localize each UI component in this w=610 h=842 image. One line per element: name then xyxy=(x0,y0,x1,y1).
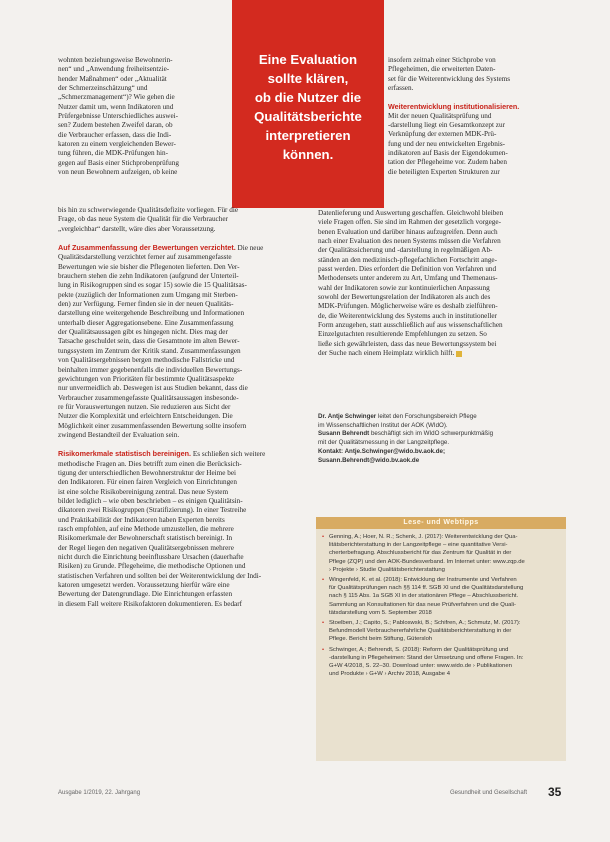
author-line: im Wissenschaftlichen Institut der AOK (WIdO). xyxy=(318,421,448,429)
text-line: fung und der neu entwickelten Ergebnis- xyxy=(388,139,506,148)
text-line: erfassen. xyxy=(388,84,414,93)
text-line: benen Evaluation und darüber hinaus aufzugreifen. Denn auch xyxy=(318,227,498,236)
author-name: Susann.Behrendt@wido.bv.aok.de xyxy=(318,456,420,464)
reading-tip-line: nach § 115 Abs. 1a SGB XI in der stationären Pflege – Abschlussbericht. xyxy=(329,593,519,600)
author-line xyxy=(318,448,566,457)
paragraph-2-first-line: Auf Zusammenfassung der Bewertungen verzichtet. Die neue xyxy=(58,243,264,253)
left-paragraph-3 xyxy=(58,460,310,610)
text-line: nen“ und „Anwendung freiheitsentzie- xyxy=(58,65,170,74)
author-line: Susann Behrendt beschäftigt sich im WIdO schwerpunktmäßig xyxy=(318,430,494,438)
author-name: Susann Behrendt xyxy=(318,430,370,438)
author-line: mit der Qualitätsmessung in der Langzeitpflege. xyxy=(318,439,450,447)
paragraph-3-first-line: Risikomerkmale statistisch bereinigen. Es schließen sich weitere xyxy=(58,449,266,459)
text-line: bis hin zu schwerwiegende Qualitätsdefizite vorliegen. Für die xyxy=(58,206,239,214)
text-line: re für Vorauswertungen nutzen. Sie reduzieren aus Sicht der xyxy=(58,402,231,411)
reading-tips-box xyxy=(316,517,566,761)
text-line: beinhalten immer gegebenenfalls die individuellen Bewertungs- xyxy=(58,365,243,374)
text-line: Risikomerkmale der Bewohnerschaft statistisch bereinigt. In xyxy=(58,534,233,543)
section-heading-weiterentwicklung: Weiterentwicklung institutionalisieren. xyxy=(388,102,520,112)
text-line: set für die Weiterentwicklung des Systems xyxy=(388,74,511,83)
right-top-column xyxy=(388,56,566,177)
text-line: MDK-Prüfungen. Möglicherweise wäre es deshalb zielführen- xyxy=(318,302,498,311)
reading-tip-item xyxy=(322,576,560,617)
text-line: tung führen, die MDK-Prüfungen hin- xyxy=(58,149,168,158)
text-line: -darstellung liegt ein Gesamtkonzept zur xyxy=(388,121,505,130)
text-line: tigung der unterschiedlichen Bewohnerstruktur der Heime bei xyxy=(58,468,237,477)
text-line: darstellung eine weitergehende Beschreibung und Informationen xyxy=(58,309,245,318)
page-number: 35 xyxy=(548,785,562,799)
text-line: in diesem Fall weitere Risikofaktoren dokumentieren. Es bedarf xyxy=(58,599,243,608)
text-line: Verknüpfung der externen MDK-Prü- xyxy=(388,130,497,139)
text-line: der Suche nach einem Heimplatz wirklich hilft. xyxy=(318,349,566,358)
text-line: ständen an den medizinisch-pflegefachlichen Fortschritt ange- xyxy=(318,255,498,264)
text-line: Bewertungen wie sie bisher die Pflegenoten lieferten. Den Ver- xyxy=(58,262,240,271)
section-heading-risikomerkmale: Risikomerkmale statistisch bereinigen. xyxy=(58,449,192,459)
text-line: de, die Weiterentwicklung des Systems auch in institutioneller xyxy=(318,311,497,320)
reading-tip-item xyxy=(322,619,560,644)
pull-quote-line: Qualitätsberichte xyxy=(254,109,362,124)
text-line: Qualitätsdarstellung verzichtet ferner auf zusammengefasste xyxy=(58,253,232,262)
text-line: den Indikatoren. Für einen fairen Vergleich von Einrichtungen xyxy=(58,478,237,487)
author-info xyxy=(318,413,566,465)
text-line: gewichtungen von Prioritäten für bestimmte Qualitätsaspekte xyxy=(58,374,235,383)
reading-tips-header: Lese- und Webtipps xyxy=(316,517,566,529)
text-line: der Regel liegen den negativen Qualitätsergebnissen mehrere xyxy=(58,543,234,552)
left-paragraph-1 xyxy=(58,206,310,234)
text-line: ist eine solche Risikobereinigung zentral. Das neue System xyxy=(58,487,229,496)
text-line: sowohl der Bewertungsrelation der Indikatoren als auch des xyxy=(318,293,491,302)
reading-tip-line: Pflege (ZQP) und den AOK-Bundesverband. Im Internet unter: www.zqp.de xyxy=(329,558,525,565)
text-line: rasch empfohlen, auf eine Methode umzustellen, die mehrere xyxy=(58,525,234,533)
reading-tip-line: • Genning, A.; Hoer, N. R.; Schenk, J. (2017): Weiterentwicklung der Qua- xyxy=(329,534,518,540)
text-line: katoren umgesetzt werden. Voraussetzung hierfür wäre eine xyxy=(58,581,230,590)
text-line: Form anzugehen, statt ausschließlich auf aus wissenschaftlichen xyxy=(318,321,503,330)
text-line: von neun Bewohnern aufzeigen, ob keine xyxy=(58,168,178,177)
reading-tip-line: für Qualitätsprüfungen nach §§ 114 ff. SGB XI und die Qualitätsdarstellung xyxy=(329,585,524,592)
text-line: der Qualitätssicherung und -darstellung in regelmäßigen Ab- xyxy=(318,246,493,255)
reading-tip-line: G+W 4/2018, S. 22–30. Download unter: www.wido.de › Publikationen xyxy=(329,663,512,670)
text-line: methodische Fragen an. Dies betrifft zum einen die Berücksich- xyxy=(58,459,242,468)
text-line: der Qualitätsaussagen gibt es hingegen nicht. Dies mag der xyxy=(58,328,228,337)
pull-quote-line: ob die Nutzer die xyxy=(254,90,362,105)
text-line: nicht durch die Einrichtung beeinflussbare Ursachen (dauerhafte xyxy=(58,553,244,562)
text-line: Mit der neuen Qualitätsprüfung und xyxy=(388,111,492,120)
text-line: lung in Risikogruppen sind es sogar 15) sowie die 15 Qualitätsas- xyxy=(58,281,247,290)
text-line: pekte (zuzüglich der Informationen zum Umgang mit Sterben- xyxy=(58,290,238,299)
text-line: gegen auf Basis einer Stichprobenprüfung xyxy=(58,158,179,167)
text-line: unterhalb dieser Aggregationsebene. Eine Zusammenfassung xyxy=(58,318,234,327)
left-paragraph-2 xyxy=(58,253,310,440)
section-heading-zusammenfassung: Auf Zusammenfassung der Bewertungen verzichtet. xyxy=(58,243,236,253)
pull-quote-box xyxy=(232,0,384,208)
text-line: Risiken) zu Grunde. Pflegeheime, die methodische Optionen und xyxy=(58,562,246,571)
text-line: wohnten beziehungsweise Bewohnerin- xyxy=(58,56,173,64)
pull-quote-line: interpretieren xyxy=(265,128,351,143)
text-line: der Schmerzeinschätzung“ und xyxy=(58,84,148,93)
text-line: „Schmerzmanagement“)? Wie gehen die xyxy=(58,93,175,102)
text-line: insofern zeitnah einer Stichprobe von xyxy=(388,56,496,64)
reading-tip-line: und Produkte › G+W › Archiv 2018, Ausgabe 4 xyxy=(329,671,450,678)
text-line: zwingend Bestandteil der Evaluation sein. xyxy=(58,430,180,439)
text-line: den) zur Verfügung. Ferner finden sie in der neuen Qualitäts- xyxy=(58,300,234,309)
text-line: Nutzer damit um, wenn Indikatoren und xyxy=(58,102,174,111)
reading-tip-line: • Wingenfeld, K. et al. (2018): Entwicklung der Instrumente und Verfahren xyxy=(329,577,517,584)
article-end-mark xyxy=(456,351,462,357)
left-column xyxy=(58,206,310,609)
text-line: Prüfergebnisse Unterschiedliches auswei- xyxy=(58,112,179,121)
text-line: statistischen Verfahren und sollten bei der Weiterentwicklung der Indi- xyxy=(58,571,262,580)
text-line: brauchern stehen die zehn Indikatoren (aufgrund der Unterteil- xyxy=(58,272,239,281)
text-line: hender Maßnahmen“ oder „Aktualität xyxy=(58,74,167,83)
pull-quote-line: sollte klären, xyxy=(267,71,349,86)
text-line: Möglichkeit einer zusammenfassenden Bewertung sollte insofern xyxy=(58,421,247,430)
text-line: die beteiligten Experten Strukturen zur xyxy=(388,167,500,176)
footer-issue: Ausgabe 1/2019, 22. Jahrgang xyxy=(58,790,141,796)
text-line: Nutzer die Komplexität und erleichtern Entscheidungen. Die xyxy=(58,412,233,421)
right-paragraph xyxy=(318,209,566,359)
reading-tip-line: › Projekte › Studie Qualitätsberichterstattung xyxy=(329,566,445,573)
text-line: Einzelgutachten resultierende Empfehlungen zu setzen. So xyxy=(318,330,487,339)
author-line: Dr. Antje Schwinger leitet den Forschungsbereich Pflege xyxy=(318,413,477,420)
text-line: katoren zu einem vergleichenden Bewer- xyxy=(58,140,176,149)
reading-tip-line: • Schwinger, A.; Behrendt, S. (2018): Reform der Qualitätsprüfung und xyxy=(329,646,509,653)
text-line: ließe sich gewährleisten, dass das neue Bewertungssystem bei xyxy=(318,339,497,348)
text-line: viele Fragen offen. Sie sind im Rahmen der gesetzlich vorgege- xyxy=(318,218,501,227)
text-line: nach einer Evaluation des neuen Systems müssen die Verfahren xyxy=(318,237,501,246)
reading-tip-line: cherterbefragung. Abschlussbericht für das Zentrum für Qualität in der xyxy=(329,550,512,557)
reading-tip-line: Pflege. Bericht beim Stiftung, Gütersloh xyxy=(329,636,433,643)
author-name: Dr. Antje Schwinger xyxy=(318,413,377,420)
reading-tip-line: Befundmodell Verbrauchererfahrliche Qualitätsberichterstattung in der xyxy=(329,628,512,635)
right-top-paragraph xyxy=(388,56,566,93)
text-line: Methodensets unter anderem zu Art, Umfang und Themenaus- xyxy=(318,274,498,283)
pull-quote-line: können. xyxy=(282,147,334,162)
reading-tip-line: tätsdarstellung vom 5. September 2018 xyxy=(329,609,432,616)
reading-tip-line: -darstellung in Pflegeheimen: Stand der Umsetzung und offene Fragen. In: xyxy=(329,654,524,661)
reading-tip-line: litätsberichterstattung in der Langzeitpflege – eine quantitative Versi- xyxy=(329,542,508,549)
right-column xyxy=(318,209,566,359)
text-line: Pflegeheimen, die erweiterten Daten- xyxy=(388,65,496,74)
text-line: tungssystem im Zentrum der Kritik stand. Zusammenfassungen xyxy=(58,346,241,355)
text-line: dikatoren zwei Risikogruppen (Stratifizierung). In einer Testreihe xyxy=(58,506,247,515)
text-line: wahl der Indikatoren sowie zur kontinuierlichen Anpassung xyxy=(318,283,490,292)
reading-tip-line: Sammlung an Konsultationen für das neue Prüfverfahren und die Quali- xyxy=(329,601,516,608)
footer-magazine-title: Gesundheit und Gesellschaft xyxy=(450,790,528,796)
left-top-column xyxy=(58,56,228,177)
text-line: und Praktikabilität der Indikatoren haben Experten bereits xyxy=(58,515,225,524)
text-line: bildet lediglich – wie oben beschrieben – es einigen Qualitätsin- xyxy=(58,496,243,505)
reading-tip-line: • Stoelben, J.; Capito, S.; Pabloswski, B.; Schifren, A.; Schmutz, M. (2017): xyxy=(329,620,521,627)
reading-tips-list xyxy=(316,529,566,678)
author-name: Kontakt: Antje.Schwinger@wido.bv.aok.de; xyxy=(318,447,446,455)
text-line: Bewertung der Datengrundlage. Die Einrichtungen erfassten xyxy=(58,590,233,599)
text-line: Datenlieferung und Auswertung geschaffen. Gleichwohl bleiben xyxy=(318,209,504,217)
text-line: Tatsache geschuldet sein, dass die Gesamtnote im alten Bewer- xyxy=(58,337,240,346)
right-top-paragraph-2 xyxy=(388,112,566,177)
text-line: nur unvermeidlich ab. Deswegen ist aus Studien bekannt, dass die xyxy=(58,384,248,393)
text-line: die Verbraucher erfassen, dass die Indi- xyxy=(58,130,172,139)
text-line: indikatoren auf Basis der Eigendokumen- xyxy=(388,149,508,158)
text-line: Verbraucher zusammengefasste Qualitätsaussagen insbesonde- xyxy=(58,393,239,402)
reading-tip-item xyxy=(322,646,560,679)
reading-tip-item xyxy=(322,533,560,574)
text-line: passt werden. Dies erfordert die Definition von Verfahren und xyxy=(318,265,497,274)
author-line xyxy=(318,457,566,466)
pull-quote-line: Eine Evaluation xyxy=(258,52,358,67)
text-line: von Qualitätsergebnissen bergen methodische Fallstricke und xyxy=(58,356,235,365)
text-line: Frage, ob das neue System die Qualität für die Verbraucher xyxy=(58,215,228,224)
text-line: tation der Pflegeheime vor. Zudem haben xyxy=(388,158,507,167)
text-line: „vergleichbar“ darstellt, wäre dies aber Voraussetzung. xyxy=(58,224,216,233)
text-line: sen? Zudem bestehen Zweifel daran, ob xyxy=(58,121,173,130)
